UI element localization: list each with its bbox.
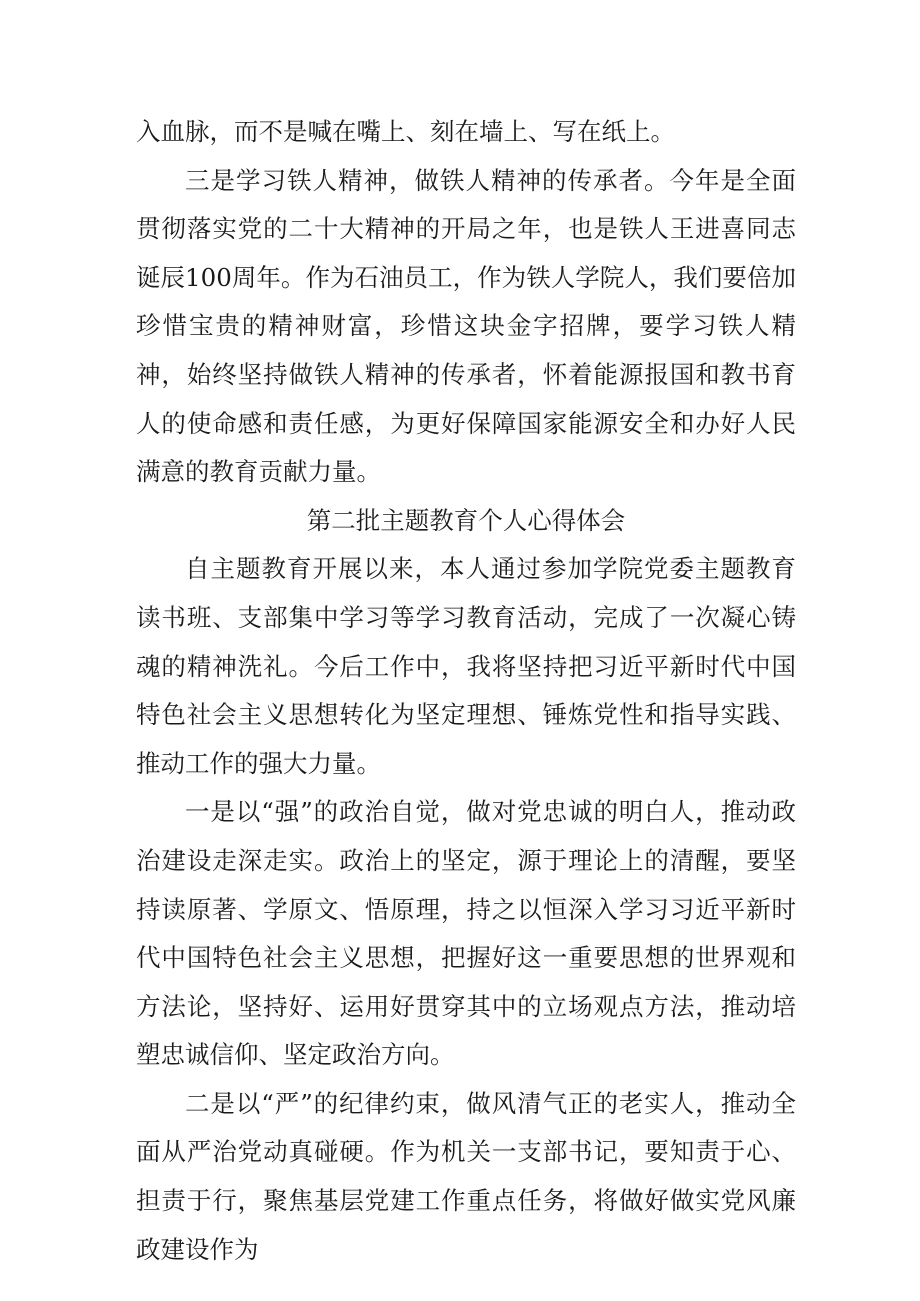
- paragraph-iron-man-spirit: 三是学习铁人精神，做铁人精神的传承者。今年是全面贯彻落实党的二十大精神的开局之年，也是铁人王进喜同志诞辰100周年。作为石油员工，作为铁人学院人，我们要倍加珍惜宝贵的精神财富，珍惜这块金字招牌，要学习铁人精神，始终坚持做铁人精神的传承者，怀着能源报国和教书育人的使命感和责任感，为更好保障国家能源安全和办好人民满意的教育贡献力量。: [136, 165, 796, 487]
- paragraph-continuation: 入血脉，而不是喊在嘴上、刻在墙上、写在纸上。: [136, 117, 675, 146]
- document-body: [136, 108, 796, 1274]
- section-title: 第二批主题教育个人心得体会: [306, 505, 626, 535]
- paragraph-point-one: 一是以“强”的政治自觉，做对党忠诚的明白人，推动政治建设走深走实。政治上的坚定，源于理论上的清醒，要坚持读原著、学原文、悟原理，持之以恒深入学习习近平新时代中国特色社会主义思想，把握好这一重要思想的世界观和方法论，坚持好、运用好贯穿其中的立场观点方法，推动培塑忠诚信仰、坚定政治方向。: [136, 797, 796, 1070]
- paragraph-point-two: 二是以“严”的纪律约束，做风清气正的老实人，推动全面从严治党动真碰硬。作为机关一支部书记，要知责于心、担责于行，聚焦基层党建工作重点任务，将做好做实党风廉政建设作为: [136, 1088, 796, 1264]
- paragraph-intro: 自主题教育开展以来，本人通过参加学院党委主题教育读书班、支部集中学习等学习教育活动，完成了一次凝心铸魂的精神洗礼。今后工作中，我将坚持把习近平新时代中国特色社会主义思想转化为坚定理想、锤炼党性和指导实践、推动工作的强大力量。: [136, 554, 796, 778]
